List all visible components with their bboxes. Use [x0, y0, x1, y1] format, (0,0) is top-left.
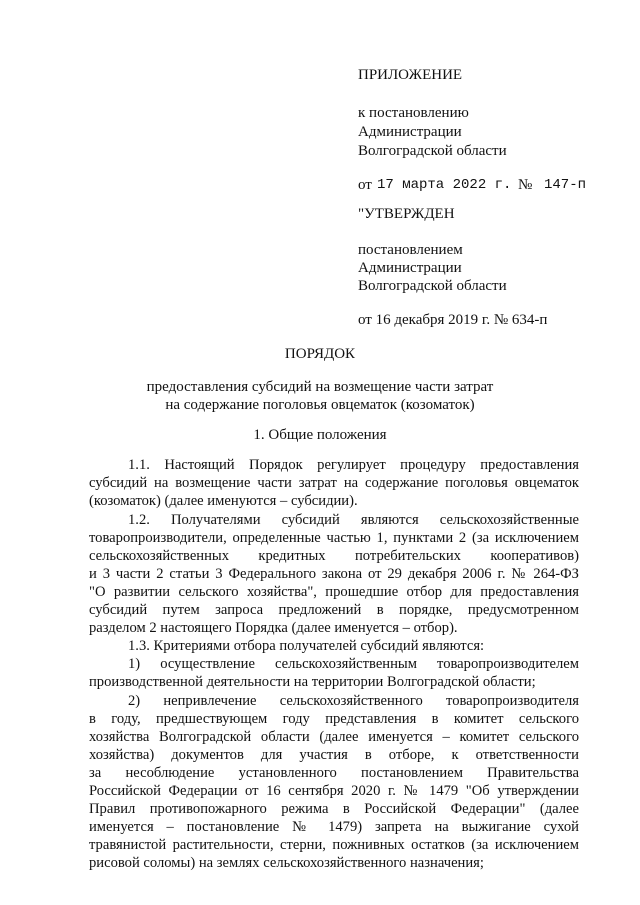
body-line [128, 511, 579, 529]
body-line-text: именуется – постановление № 1479) запрета на выжигание сухой [89, 819, 579, 835]
body-line [89, 818, 579, 836]
body-line [89, 710, 579, 728]
body-line-text: субсидий на возмещение части затрат на содержание поголовья овцематок [89, 475, 579, 491]
body-line [89, 764, 579, 782]
document-subtitle-line: на содержание поголовья овцематок (козоматок) [165, 397, 475, 413]
section-heading: 1. Общие положения [253, 427, 387, 443]
body-line-text: товаропроизводители, определенные частью 1, пунктами 2 (за исключением [89, 530, 579, 546]
approved-line: постановлением [358, 242, 463, 258]
document-subtitle-line: предоставления субсидий на возмещение части затрат [146, 379, 494, 395]
body-line-text: 1.2. Получателями субсидий являются сельскохозяйственные [128, 512, 579, 528]
body-line [89, 529, 579, 547]
body-line-text: Правил противопожарного режима в Российской Федерации" (далее [89, 801, 579, 817]
body-line [128, 655, 579, 673]
document-title: ПОРЯДОК [284, 346, 356, 362]
appendix-title: ПРИЛОЖЕНИЕ [358, 67, 463, 83]
body-line-text: 1.1. Настоящий Порядок регулирует процедуру предоставления [128, 457, 579, 473]
body-line-text: за несоблюдение установленного постановлением Правительства [89, 765, 579, 781]
body-line [128, 637, 579, 655]
appendix-line: к постановлению [358, 105, 469, 121]
body-line [89, 728, 579, 746]
appendix-line: Волгоградской области [358, 143, 507, 159]
body-line [128, 456, 579, 474]
approved-date: от 16 декабря 2019 г. № 634-п [358, 312, 548, 328]
body-line [89, 583, 579, 601]
body-line-text: субсидий путем запроса предложений в порядке, предусмотренном [89, 602, 579, 618]
body-line-text: 1.3. Критериями отбора получателей субсидий являются: [128, 638, 485, 654]
approved-title: "УТВЕРЖДЕН [358, 206, 455, 222]
body-line [89, 782, 579, 800]
body-line [89, 619, 579, 637]
body-line-text: хозяйства Волгоградской области (далее именуется – комитет сельского [89, 729, 579, 745]
appendix-line: Администрации [358, 124, 462, 140]
body-line [89, 836, 579, 854]
body-line [89, 547, 579, 565]
approved-line: Волгоградской области [358, 278, 507, 294]
date-value: 17 марта 2022 г. [377, 177, 512, 193]
body-line-text: разделом 2 настоящего Порядка (далее именуется – отбор). [89, 620, 458, 636]
body-line [89, 474, 579, 492]
number-value: 147-п [544, 177, 587, 193]
body-line [89, 673, 579, 691]
body-line [89, 746, 579, 764]
date-prefix: от [358, 177, 372, 193]
body-line-text: сельскохозяйственных кредитных потребительских кооперативов) [89, 548, 579, 564]
body-line-text: хозяйства) документов для участия в отборе, к ответственности [89, 747, 579, 763]
body-line-text: и 3 части 2 статьи 3 Федерального закона от 29 декабря 2006 г. № 264-ФЗ [89, 566, 579, 582]
body-line [89, 565, 579, 583]
body-line-text: 2) непривлечение сельскохозяйственного товаропроизводителя [128, 693, 579, 709]
body-line-text: (козоматок) (далее именуются – субсидии). [89, 493, 358, 509]
body-line-text: производственной деятельности на территории Волгоградской области; [89, 674, 536, 690]
body-line-text: 1) осуществление сельскохозяйственным товаропроизводителем [128, 656, 579, 672]
number-sign: № [518, 177, 533, 193]
body-line-text: рисовой соломы) на землях сельскохозяйственного назначения; [89, 855, 484, 871]
body-line-text: Российской Федерации от 16 сентября 2020 г. № 1479 "Об утверждении [89, 783, 579, 799]
body-line-text: в году, предшествующем году представления в комитет сельского [89, 711, 579, 727]
body-line-text: "О развитии сельского хозяйства", прошедшие отбор для предоставления [89, 584, 579, 600]
approved-line: Администрации [358, 260, 462, 276]
body-line [89, 854, 579, 872]
body-line-text: травянистой растительности, стерни, пожнивных остатков (за исключением [89, 837, 579, 853]
body-line [128, 692, 579, 710]
body-line [89, 492, 579, 510]
body-line [89, 800, 579, 818]
body-line [89, 601, 579, 619]
